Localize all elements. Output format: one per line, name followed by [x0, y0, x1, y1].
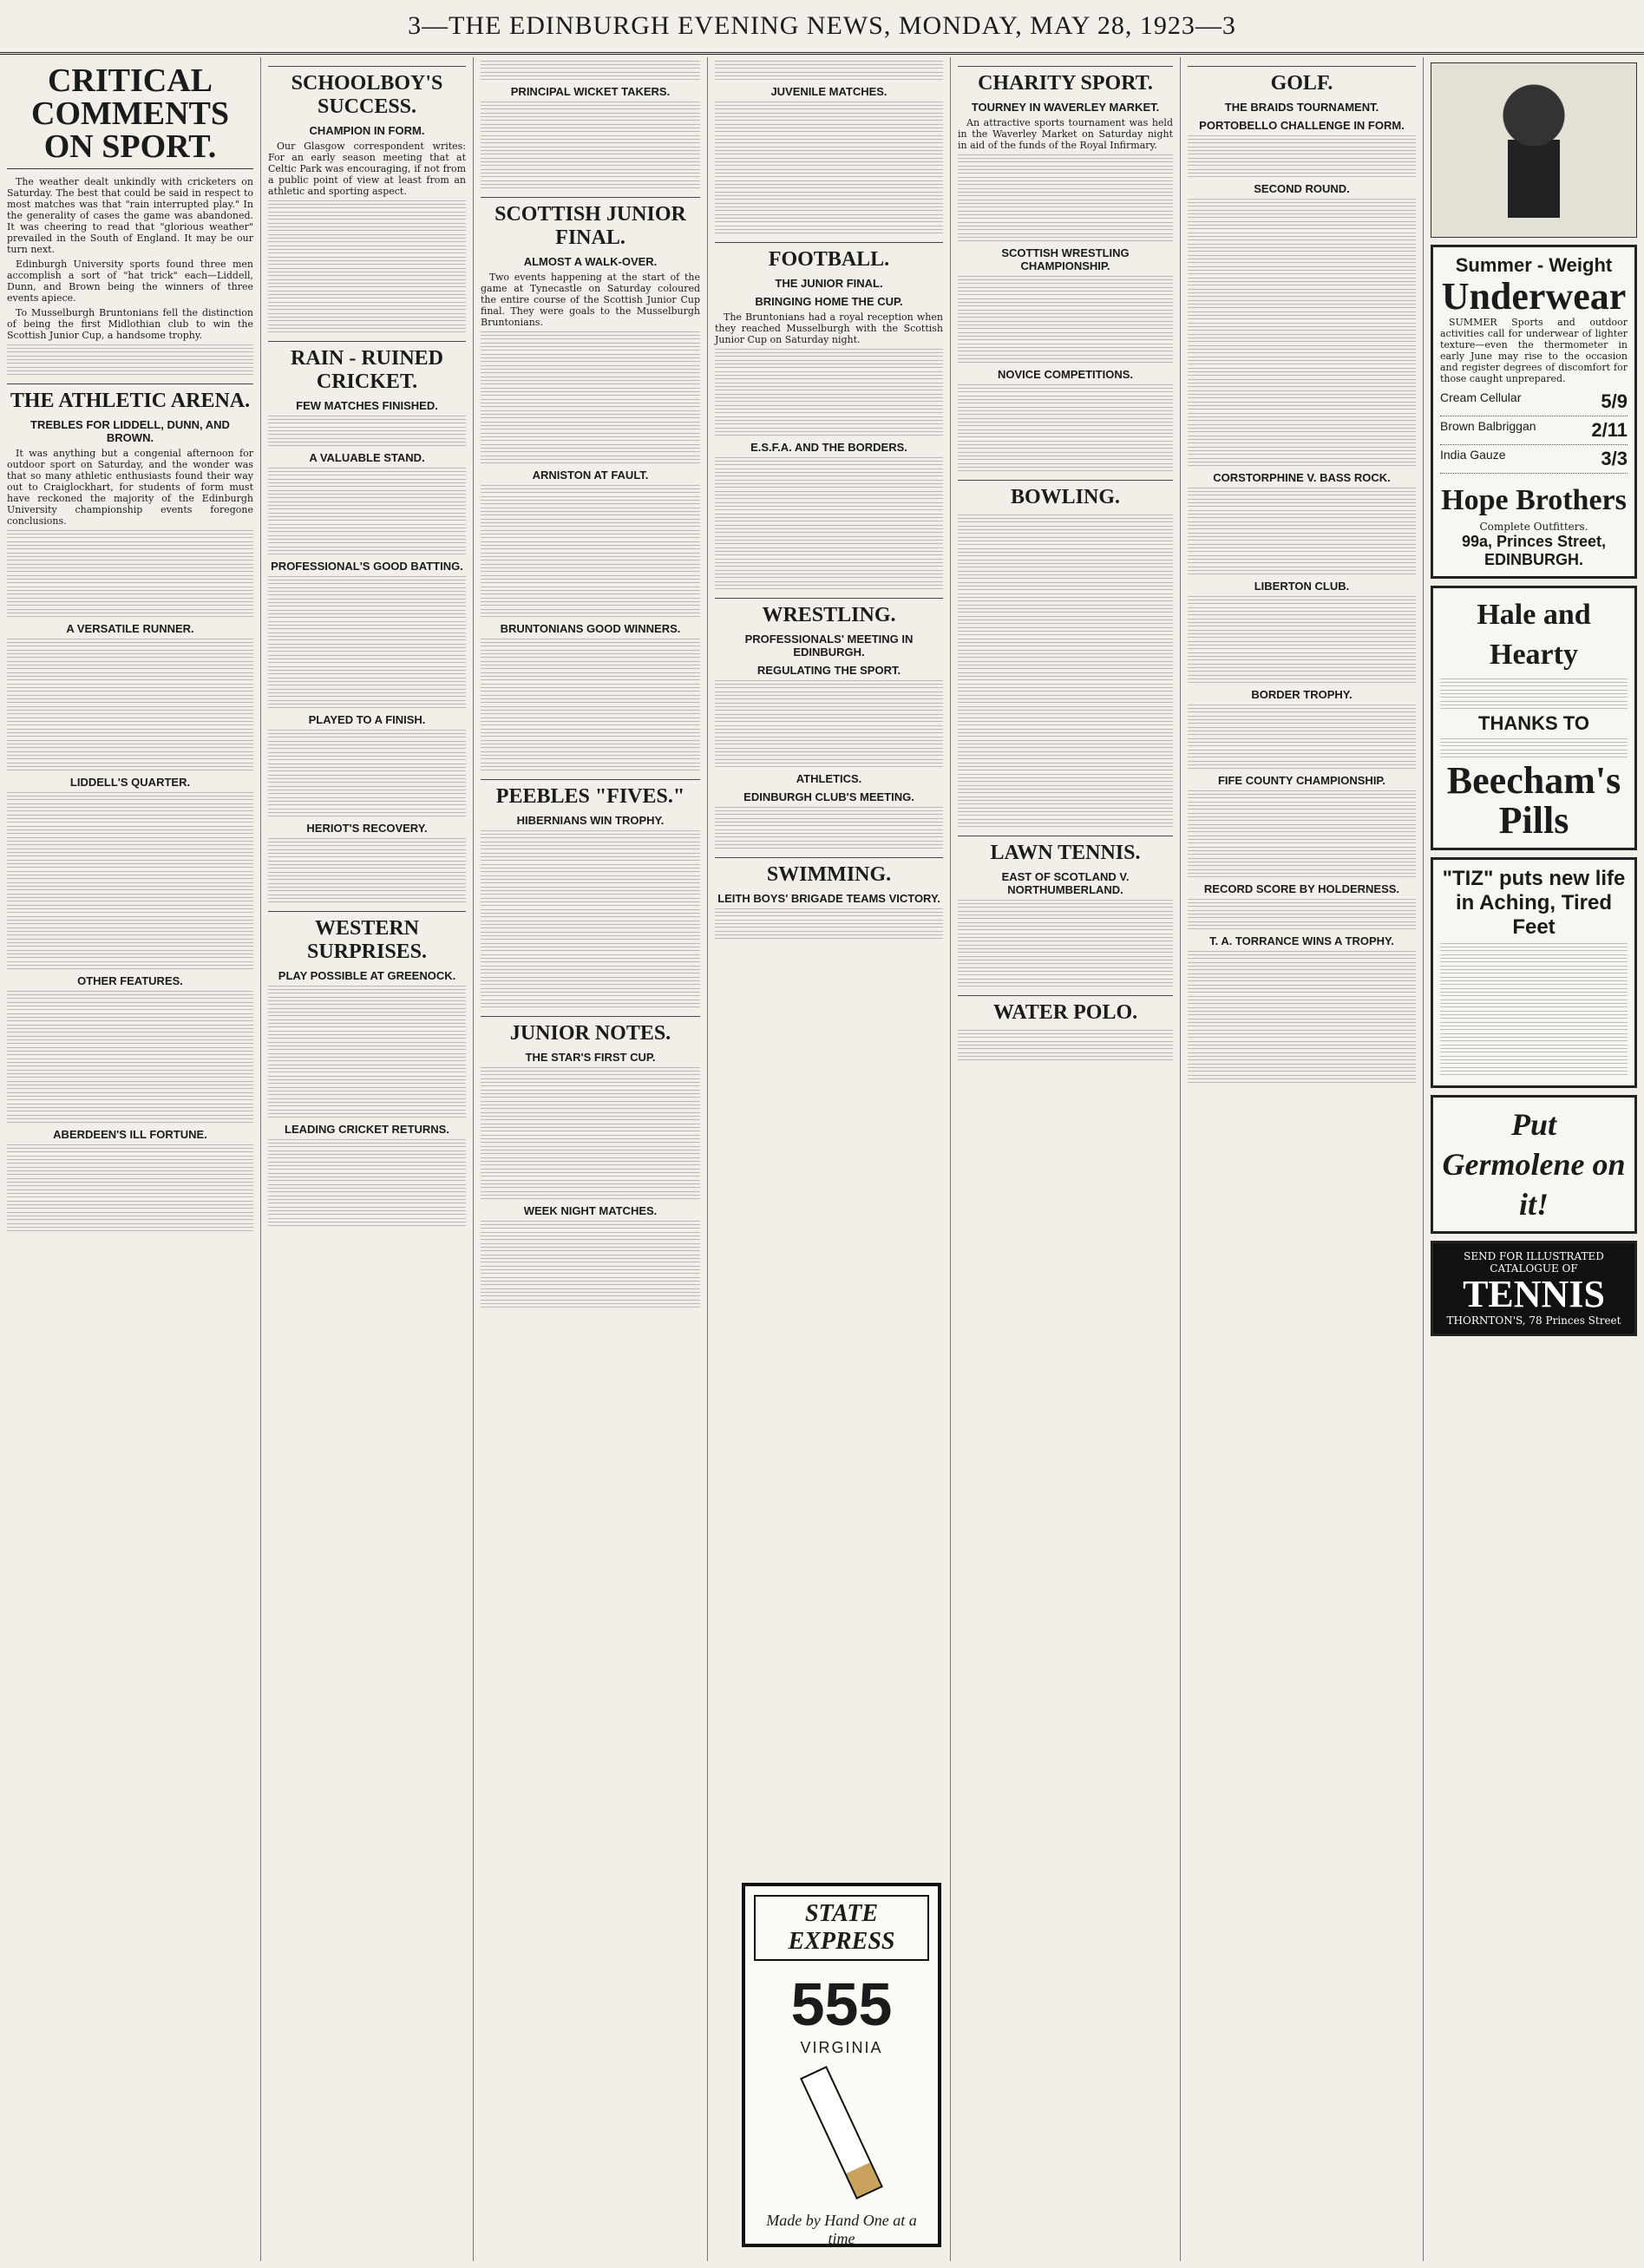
ad-address: 99a, Princes Street, EDINBURGH. — [1461, 533, 1607, 568]
article-paragraph: Our Glasgow correspondent writes: For an early season meeting that at Celtic Park was encouraging, if not from a public point of view at least from an athletic and sporting aspect. — [268, 141, 466, 197]
subhead-arniston-fault: ARNISTON AT FAULT. — [532, 469, 649, 482]
subhead-waverley-market: TOURNEY IN WAVERLEY MARKET. — [971, 101, 1160, 114]
subhead-corstorphine-bass-rock: CORSTORPHINE V. BASS ROCK. — [1213, 471, 1391, 484]
subhead-professional-batting: PROFESSIONAL'S GOOD BATTING. — [271, 560, 463, 573]
subhead-record-score: RECORD SCORE BY HOLDERNESS. — [1203, 882, 1400, 895]
subhead-walk-over: ALMOST A WALK-OVER. — [523, 255, 658, 268]
section-scottish-junior-final: SCOTTISH JUNIOR FINAL. — [481, 197, 700, 250]
ad-headline: Summer - Weight — [1455, 254, 1613, 276]
section-water-polo: WATER POLO. — [958, 995, 1173, 1025]
price-value: 5/9 — [1601, 390, 1628, 412]
column-2 — [260, 57, 473, 2261]
subhead-hibernians-trophy: HIBERNIANS WIN TROPHY. — [516, 814, 665, 827]
section-athletic-arena: THE ATHLETIC ARENA. — [7, 383, 253, 413]
subhead-regulating-sport: REGULATING THE SPORT. — [757, 664, 901, 677]
ad-brand: Beecham's Pills — [1446, 759, 1621, 842]
subhead-aberdeen: ABERDEEN'S ILL FORTUNE. — [53, 1128, 207, 1141]
subhead-athletics: ATHLETICS. — [796, 772, 862, 785]
cigarette-illustration — [800, 2066, 883, 2199]
subhead-wrestling-championship: SCOTTISH WRESTLING CHAMPIONSHIP. — [1001, 246, 1130, 272]
ad-number: 555 — [790, 1970, 893, 2038]
article-lead: The weather dealt unkindly with cricketers on Saturday. The best that could be said in respect to most matches was that "rain interrupted play." In the generality of cases the game was abandoned. It was cheering to read that "glorious weather" prevailed in the South of England. It may be our turn next. — [7, 176, 253, 255]
subhead-stars-first-cup: THE STAR'S FIRST CUP. — [525, 1051, 656, 1064]
article-paragraph: The Bruntonians had a royal reception when they reached Musselburgh with the Scottish Junior Cup on Saturday night. — [715, 311, 943, 345]
ad-sub: VIRGINIA — [800, 2039, 883, 2056]
subhead-liddells-quarter: LIDDELL'S QUARTER. — [69, 776, 191, 789]
subhead-bruntonians-winners: BRUNTONIANS GOOD WINNERS. — [500, 622, 681, 635]
subhead-torrance-trophy: T. A. TORRANCE WINS A TROPHY. — [1209, 934, 1394, 947]
hope-brothers-ad — [1431, 245, 1637, 579]
article-paragraph: It was anything but a congenial afternoon for outdoor sport on Saturday, and the wonder was that so many athletic enthusiasts found their way out to Craiglockhart, for students of form must have reckoned the majority of the Edinburgh University championship events foregone conclusions. — [7, 448, 253, 527]
section-charity-sport: CHARITY SPORT. — [958, 66, 1173, 95]
subhead-valuable-stand: A VALUABLE STAND. — [309, 451, 425, 464]
subhead-juvenile-matches: JUVENILE MATCHES. — [770, 85, 887, 98]
tennis-ad — [1431, 1241, 1637, 1336]
price-row — [1440, 416, 1628, 445]
subhead-border-trophy: BORDER TROPHY. — [1251, 688, 1353, 701]
germolene-ad — [1431, 1095, 1637, 1234]
section-peebles-fives: PEEBLES "FIVES." — [481, 779, 700, 809]
ad-top: SEND FOR ILLUSTRATED CATALOGUE OF — [1464, 1250, 1604, 1275]
ad-tag: Complete Outfitters. — [1479, 521, 1588, 533]
subhead-champion-form: CHAMPION IN FORM. — [309, 124, 425, 137]
ad-brand: Hope Brothers — [1441, 484, 1627, 516]
price-label: Cream Cellular — [1440, 390, 1522, 404]
ad-body: SUMMER Sports and outdoor activities call for underwear of lighter texture—even the thermometer in early June may rise to the occasion and register degrees of discomfort for those caught unprepared. — [1440, 317, 1628, 384]
ad-brand: STATE EXPRESS — [754, 1895, 929, 1961]
article-paragraph: Two events happening at the start of the game at Tynecastle on Saturday coloured the entire course of the Scottish Junior Cup final. They were goals to the Musselburgh Bruntonians. — [481, 272, 700, 328]
subhead-bringing-home-cup: BRINGING HOME THE CUP. — [755, 295, 903, 308]
subhead-esfa-borders: E.S.F.A. AND THE BORDERS. — [750, 441, 907, 454]
ad-headline: Hale and Hearty — [1477, 599, 1591, 671]
article-paragraph: An attractive sports tournament was held in the Waverley Market on Saturday night in aid of the funds of the Royal Infirmary. — [958, 117, 1173, 151]
price-label: India Gauze — [1440, 448, 1506, 462]
section-junior-notes: JUNIOR NOTES. — [481, 1016, 700, 1046]
subhead-liberton-club: LIBERTON CLUB. — [1254, 580, 1350, 593]
state-express-ad — [742, 1883, 941, 2247]
section-lawn-tennis: LAWN TENNIS. — [958, 836, 1173, 865]
masthead: 3—THE EDINBURGH EVENING NEWS, MONDAY, MAY 28, 1923—3 — [0, 0, 1644, 55]
section-golf: GOLF. — [1188, 66, 1416, 95]
price-label: Brown Balbriggan — [1440, 419, 1536, 433]
subhead-other-features: OTHER FEATURES. — [77, 974, 183, 987]
subhead-versatile-runner: A VERSATILE RUNNER. — [66, 622, 194, 635]
ad-address: THORNTON'S, 78 Princes Street — [1446, 1314, 1621, 1327]
section-swimming: SWIMMING. — [715, 857, 943, 887]
article-paragraph: Edinburgh University sports found three men accomplish a sort of "hat trick" each—Liddell, Dunn, and Brown being the winners of three events apiece. — [7, 259, 253, 304]
section-football: FOOTBALL. — [715, 242, 943, 272]
subhead-second-round: SECOND ROUND. — [1254, 182, 1350, 195]
ad-headline: Put Germolene on it! — [1442, 1107, 1626, 1222]
subhead-week-night: WEEK NIGHT MATCHES. — [523, 1204, 658, 1217]
subhead-leading-cricket-returns: LEADING CRICKET RETURNS. — [285, 1123, 449, 1136]
price-value: 2/11 — [1591, 419, 1628, 441]
column-7-ads — [1423, 57, 1644, 2261]
column-1 — [0, 57, 260, 2261]
subhead-portobello-challenge: PORTOBELLO CHALLENGE IN FORM. — [1199, 119, 1405, 132]
ad-slogan: Made by Hand One at a time — [766, 2212, 917, 2247]
subhead-east-v-northumberland: EAST OF SCOTLAND V. NORTHUMBERLAND. — [1001, 870, 1130, 896]
ad-headline: "TIZ" puts new life in Aching, Tired Feet — [1442, 867, 1626, 939]
subhead-trebles: TREBLES FOR LIDDELL, DUNN, AND BROWN. — [30, 418, 230, 444]
subhead-leith-boys-brigade: LEITH BOYS' BRIGADE TEAMS VICTORY. — [717, 892, 940, 905]
beecham-ad — [1431, 586, 1637, 850]
subhead-few-matches: FEW MATCHES FINISHED. — [296, 399, 438, 412]
subhead-greenock: PLAY POSSIBLE AT GREENOCK. — [278, 969, 456, 982]
subhead-wicket-takers: PRINCIPAL WICKET TAKERS. — [510, 85, 671, 98]
ad-headline: Underwear — [1441, 275, 1627, 318]
subhead-professionals-meeting: PROFESSIONALS' MEETING IN EDINBURGH. — [744, 633, 914, 659]
ad-thanks: THANKS TO — [1478, 712, 1589, 734]
ad-headline: TENNIS — [1463, 1273, 1605, 1315]
section-western-surprises: WESTERN SURPRISES. — [268, 911, 466, 964]
section-rain-ruined-cricket: RAIN - RUINED CRICKET. — [268, 341, 466, 394]
subhead-novice-competitions: NOVICE COMPETITIONS. — [997, 368, 1133, 381]
price-row — [1440, 445, 1628, 474]
price-value: 3/3 — [1601, 448, 1628, 469]
subhead-fife-county: FIFE COUNTY CHAMPIONSHIP. — [1217, 774, 1386, 787]
underwear-illustration — [1431, 62, 1637, 238]
section-schoolboy-success: SCHOOLBOY'S SUCCESS. — [268, 66, 466, 119]
headline-critical-comments: CRITICAL COMMENTS ON SPORT. — [7, 64, 253, 169]
section-wrestling: WRESTLING. — [715, 598, 943, 627]
subhead-junior-final: THE JUNIOR FINAL. — [775, 277, 883, 290]
column-6 — [1180, 57, 1423, 2261]
section-bowling: BOWLING. — [958, 480, 1173, 509]
price-row — [1440, 388, 1628, 416]
subhead-heriots-recovery: HERIOT'S RECOVERY. — [306, 822, 428, 835]
column-5 — [950, 57, 1180, 2261]
subhead-braids-tournament: THE BRAIDS TOURNAMENT. — [1224, 101, 1379, 114]
tiz-ad — [1431, 857, 1637, 1088]
column-3 — [473, 57, 707, 2261]
subhead-edinburgh-club-meeting: EDINBURGH CLUB'S MEETING. — [743, 790, 914, 803]
article-paragraph: To Musselburgh Bruntonians fell the distinction of being the first Midlothian club to win the Scottish Junior Cup, a handsome trophy. — [7, 307, 253, 341]
subhead-played-to-finish: PLAYED TO A FINISH. — [308, 713, 426, 726]
